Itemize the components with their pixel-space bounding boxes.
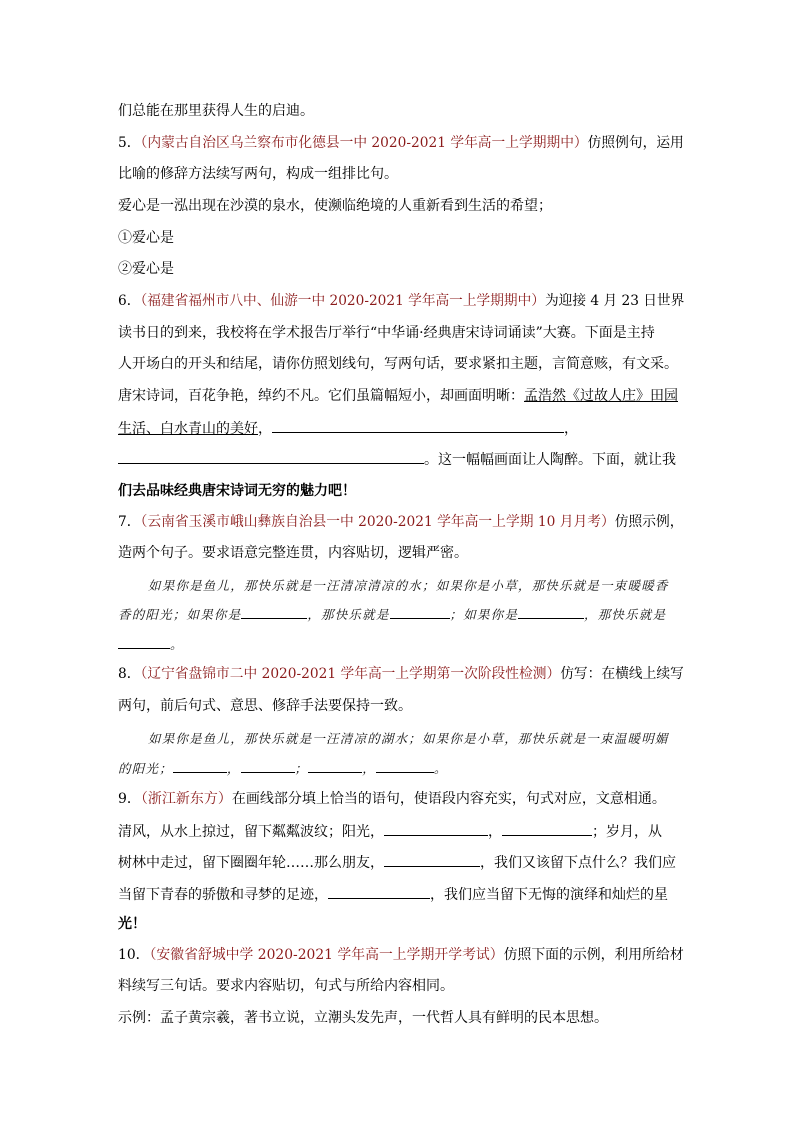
- text: ，那快乐就是: [584, 607, 667, 622]
- question-source: （浙江新东方）: [140, 791, 232, 807]
- text: 。这一幅幅画面让人陶醉。下面，就让我: [424, 452, 676, 468]
- text-line: [118, 481, 356, 501]
- text: 示例：孟子黄宗羲，著书立说，立潮头发先声，一代哲人具有鲜明的民本思想。: [118, 1010, 608, 1026]
- question-7-header: [118, 512, 684, 532]
- text: ，我们又该留下点什么？我们应: [480, 855, 676, 871]
- question-source: （安徽省舒城中学 2020-2021 学年高一上学期开学考试）: [149, 947, 504, 963]
- text: ，: [258, 421, 272, 437]
- question-text: 仿照示例，: [614, 514, 684, 530]
- example-text: [118, 606, 666, 624]
- text: 料续写三句话。要求内容贴切，句式与所给内容相同。: [118, 978, 454, 994]
- text-line: [118, 418, 578, 439]
- text: 如果你是鱼儿，那快乐就是一汪清凉清凉的水；如果你是小草，那快乐就是一束暖暖香: [148, 578, 669, 593]
- text-line: [118, 852, 676, 873]
- text: 香的阳光；如果你是: [118, 607, 242, 622]
- answer-line-2: [118, 259, 174, 279]
- text-line: [118, 543, 468, 563]
- fill-blank[interactable]: [518, 606, 584, 619]
- text-line: [118, 1008, 608, 1028]
- question-source: （福建省福州市八中、仙游一中 2020-2021 学年高一上学期期中）: [140, 293, 545, 309]
- question-number: 7．: [118, 514, 141, 530]
- text-line: [118, 449, 676, 470]
- text: 唐宋诗词，百花争艳，绰约不凡。它们虽篇幅短小，却画面明晰：: [118, 388, 524, 404]
- text-line: [118, 884, 668, 905]
- question-10-header: [118, 945, 684, 965]
- question-number: 8．: [118, 666, 141, 682]
- text: 读书日的到来，我校将在学术报告厅举行“中华诵·经典唐宋诗词诵读”大赛。下面是主持: [118, 325, 655, 341]
- example-text: [118, 636, 184, 654]
- text: ，我们应当留下无悔的演绎和灿烂的星: [430, 887, 668, 903]
- fill-blank[interactable]: [376, 760, 434, 773]
- text-line: [118, 323, 655, 343]
- question-text: 仿照例句，运用: [587, 135, 684, 151]
- fill-blank[interactable]: [384, 852, 480, 867]
- underlined-example: 生活、白水青山的美好: [118, 421, 258, 437]
- text: 。: [170, 637, 184, 652]
- fill-blank[interactable]: [272, 418, 564, 433]
- text-line: [118, 164, 398, 184]
- fill-blank[interactable]: [118, 636, 170, 649]
- text: 的阳光；: [118, 761, 173, 776]
- question-text: 为迎接 4 月 23 日世界: [544, 293, 685, 309]
- question-number: 5．: [118, 135, 141, 151]
- text: 。: [433, 761, 448, 776]
- fill-blank[interactable]: [502, 821, 592, 836]
- text: ②爱心是: [118, 261, 174, 277]
- question-text: 仿写：在横线上续写: [560, 666, 684, 682]
- text: 清风，从水上掠过，留下粼粼波纹；阳光，: [118, 824, 384, 840]
- question-6-header: [118, 291, 684, 311]
- question-source: （辽宁省盘锦市二中 2020-2021 学年高一上学期第一次阶段性检测）: [140, 666, 561, 682]
- fill-blank[interactable]: [308, 760, 362, 773]
- text-line: [118, 976, 454, 996]
- text: 造两个句子。要求语意完整连贯，内容贴切，逻辑严密。: [118, 545, 468, 561]
- text-line: [118, 914, 146, 934]
- text: ，那快乐就是: [307, 607, 390, 622]
- text: ；岁月，从: [592, 824, 662, 840]
- fill-blank[interactable]: [328, 884, 430, 899]
- text: 树林中走过，留下圈圈年轮……那么朋友，: [118, 855, 384, 871]
- text: ，: [488, 824, 502, 840]
- fill-blank[interactable]: [118, 449, 424, 464]
- fill-blank[interactable]: [173, 760, 227, 773]
- text-line: [118, 354, 678, 374]
- fill-blank[interactable]: [384, 821, 488, 836]
- question-5-header: [118, 133, 684, 153]
- text: 人开场白的开头和结尾，请你仿照划线句，写两句话，要求紧扣主题，言简意赅，有文采。: [118, 356, 678, 372]
- text-line: [118, 386, 678, 406]
- fill-blank[interactable]: [241, 606, 307, 619]
- answer-line-1: [118, 228, 174, 248]
- question-number: 10．: [118, 947, 150, 963]
- question-number: 6．: [118, 293, 141, 309]
- example-text: [118, 760, 448, 778]
- text: 爱心是一泓出现在沙漠的泉水，使濒临绝境的人重新看到生活的希望；: [118, 198, 552, 214]
- text: 比喻的修辞方法续写两句，构成一组排比句。: [118, 166, 398, 182]
- text: 们去品味经典唐宋诗词无穷的魅力吧！: [118, 483, 356, 499]
- text: ，: [226, 761, 241, 776]
- question-text: 仿照下面的示例，利用所给材: [503, 947, 684, 963]
- text: ；如果你是: [449, 607, 519, 622]
- fill-blank[interactable]: [390, 606, 450, 619]
- question-text: 在画线部分填上恰当的语句，使语段内容充实，句式对应，文意相通。: [231, 791, 666, 807]
- example-text: [148, 577, 669, 595]
- text-line: [118, 196, 552, 216]
- text: 两句，前后句式、意思、修辞手法要保持一致。: [118, 698, 412, 714]
- text: 当留下青春的骄傲和寻梦的足迹，: [118, 887, 328, 903]
- text: ①爱心是: [118, 230, 174, 246]
- text: ；: [294, 761, 309, 776]
- text-line: [118, 696, 412, 716]
- question-8-header: [118, 664, 684, 684]
- text: 们总能在那里获得人生的启迪。: [118, 103, 314, 119]
- question-source: （内蒙古自治区乌兰察布市化德县一中 2020-2021 学年高一上学期期中）: [140, 135, 588, 151]
- text-line: [118, 101, 314, 121]
- question-source: （云南省玉溪市峨山彝族自治县一中 2020-2021 学年高一上学期 10 月月考）: [140, 514, 615, 530]
- example-text: [148, 730, 669, 748]
- text: ，: [362, 761, 376, 776]
- text: 如果你是鱼儿，那快乐就是一汪清凉的湖水；如果你是小草，那快乐就是一束温暖明媚: [148, 731, 669, 746]
- underlined-example: 孟浩然《过故人庄》田园: [524, 388, 678, 404]
- fill-blank[interactable]: [241, 760, 295, 773]
- text-line: [118, 821, 662, 842]
- text: ，: [564, 421, 578, 437]
- text: 光！: [118, 916, 146, 932]
- question-9-header: [118, 789, 666, 809]
- question-number: 9．: [118, 791, 141, 807]
